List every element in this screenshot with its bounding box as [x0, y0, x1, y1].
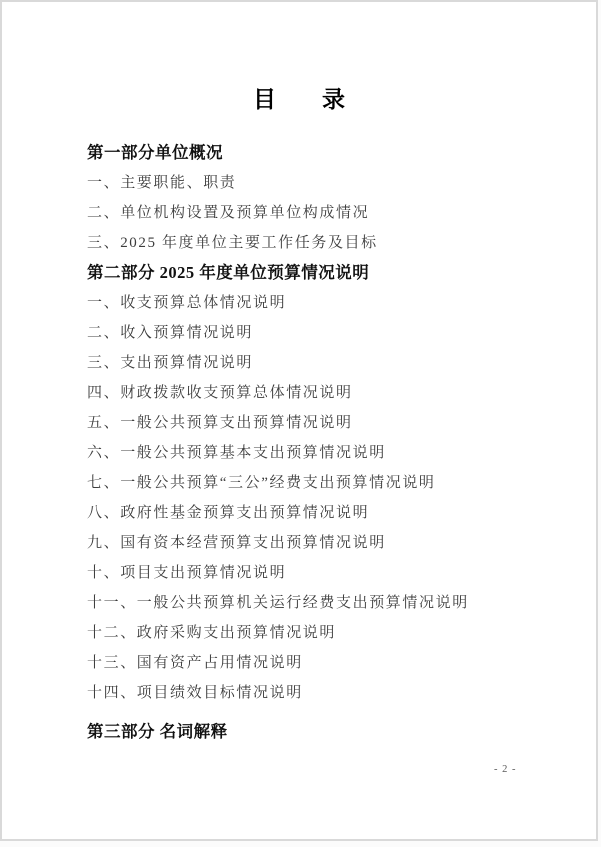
toc-item: 一、主要职能、职责	[87, 175, 237, 191]
toc-item: 四、财政拨款收支预算总体情况说明	[87, 385, 353, 401]
toc-part-heading-3: 第三部分 名词解释	[87, 722, 228, 741]
toc-item: 一、收支预算总体情况说明	[87, 295, 287, 311]
toc-part-heading-1: 第一部分单位概况	[87, 143, 223, 162]
toc-item: 十四、项目绩效目标情况说明	[87, 685, 303, 701]
toc-item: 十一、一般公共预算机关运行经费支出预算情况说明	[87, 595, 469, 611]
page-title: 目 录	[253, 87, 345, 112]
toc-item: 六、一般公共预算基本支出预算情况说明	[87, 445, 386, 461]
toc-item: 二、收入预算情况说明	[87, 325, 254, 341]
toc-item: 九、国有资本经营预算支出预算情况说明	[87, 535, 386, 551]
toc-item: 五、一般公共预算支出预算情况说明	[87, 415, 353, 431]
toc-item: 十二、政府采购支出预算情况说明	[87, 625, 337, 641]
toc-item: 三、2025 年度单位主要工作任务及目标	[87, 235, 378, 251]
table-of-contents	[2, 138, 596, 747]
toc-item: 八、政府性基金预算支出预算情况说明	[87, 505, 370, 521]
toc-item: 二、单位机构设置及预算单位构成情况	[87, 205, 370, 221]
toc-item: 十、项目支出预算情况说明	[87, 565, 287, 581]
toc-item: 十三、国有资产占用情况说明	[87, 655, 303, 671]
toc-item: 三、支出预算情况说明	[87, 355, 254, 371]
page-number: - 2 -	[494, 764, 517, 775]
toc-part-heading-2: 第二部分 2025 年度单位预算情况说明	[87, 263, 370, 282]
toc-item: 七、一般公共预算“三公”经费支出预算情况说明	[87, 475, 436, 491]
